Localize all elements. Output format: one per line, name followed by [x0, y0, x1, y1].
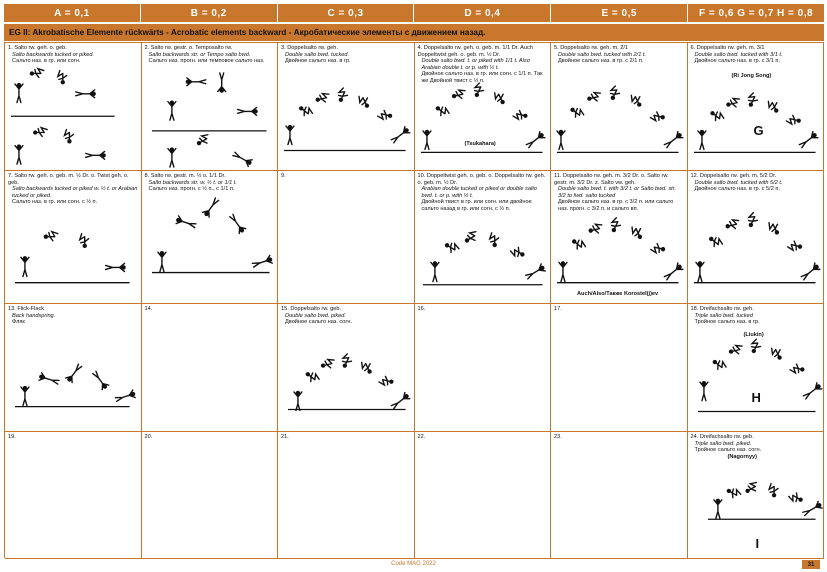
english-text: Double salto bwd. tucked with 5/2 t. — [694, 179, 783, 186]
element-cell-4 — [415, 43, 552, 171]
gymnast-figure — [570, 236, 587, 252]
gymnast-figure — [21, 256, 29, 277]
element-cell-17 — [551, 304, 688, 432]
gymnast-figure — [174, 216, 196, 230]
element-cell-16 — [415, 304, 552, 432]
gymnast-figure — [800, 262, 821, 281]
gymnast-figure — [785, 114, 801, 126]
gymnast-figure — [492, 90, 506, 106]
gymnast-figure — [76, 90, 96, 98]
element-description — [418, 434, 548, 441]
element-description — [281, 306, 411, 326]
element-description — [691, 434, 821, 454]
gymnast-figure — [450, 89, 466, 101]
element-cell-3 — [278, 43, 415, 171]
gymnast-figure — [471, 82, 485, 98]
gymnast-figure — [766, 98, 780, 114]
gymnast-figure — [697, 130, 705, 150]
gymnast-figure — [231, 150, 252, 167]
gymnast-figure — [377, 109, 393, 121]
element-description — [145, 173, 275, 193]
russian-text: Сальто наз. в гр. или согн. с ½ п. — [12, 199, 98, 206]
gymnast-figure — [194, 133, 211, 148]
german-text: 20. — [144, 434, 153, 440]
gymnast-figure — [237, 107, 257, 115]
gymnast-figure — [787, 240, 803, 252]
gymnast-figure — [586, 91, 602, 103]
elements-table — [4, 42, 824, 558]
element-cell-19 — [5, 432, 142, 559]
gymnast-figure — [727, 344, 743, 356]
english-text: Triple salto bwd. piked. — [694, 440, 752, 447]
german-text: 13. Flick-Flack — [8, 306, 45, 312]
gymnast-figure — [65, 363, 83, 384]
gymnast-figure — [802, 382, 823, 400]
russian-text: Тройное сальто наз. согн. — [694, 447, 762, 454]
gymnast-figure — [525, 131, 546, 149]
page-number: 31 — [802, 560, 820, 569]
english-text: Salto backwards str. w. ½ t. or 1/1 t. — [148, 179, 237, 186]
element-description — [281, 45, 411, 65]
english-text: Salto backwards tucked or piked w. ½ t. or Arabian tucked or piked. — [12, 186, 138, 199]
gymnast-figure — [443, 240, 460, 255]
german-text: 6. Doppelsalto rw. geh. m. 3/1 — [690, 45, 765, 51]
element-description — [418, 173, 548, 213]
gymnast-figure — [769, 484, 778, 498]
german-text: Doppeltwist geh. o. geb. m. ½ Dr. — [417, 51, 501, 58]
gymnast-figure — [512, 109, 528, 121]
element-cell-13 — [5, 304, 142, 432]
element-cell-8 — [142, 171, 279, 304]
element-cell-11 — [551, 171, 688, 304]
russian-text: Фляк — [12, 319, 25, 326]
element-cell-18 — [688, 304, 825, 432]
element-description — [145, 45, 275, 65]
russian-text: Сальто наз. прогн. с ½ п., с 1/1 п. — [148, 186, 235, 193]
gymnast-figure — [217, 73, 225, 93]
gymnast-figure — [630, 224, 644, 241]
gymnast-figure — [708, 108, 725, 124]
element-description — [418, 306, 548, 313]
gymnast-figure — [710, 357, 727, 373]
element-group-title: EG II: Akrobatische Elemente rückwärts - Acrobatic elements backward - Акробатические элементы с движением назад. — [4, 24, 824, 41]
difficulty-header — [4, 4, 824, 22]
gymnast-figure — [315, 92, 331, 104]
gymnast-figure — [724, 219, 740, 231]
german-text: 11. Doppelsalto rw. geh. m. 3/2 Dr. o. Salto rw. gestr. m. 3/2 Dr. z. Salto vw. geh. — [554, 173, 669, 186]
gymnast-figure — [33, 128, 47, 137]
german-text: 15. Doppelsalto rw. geb. — [281, 306, 342, 312]
gymnast-figure — [320, 358, 336, 370]
element-cell-21 — [278, 432, 415, 559]
gymnast-figure — [699, 381, 707, 401]
russian-text: Двойной твист в гр. или согн. или двойное сальто назад в гр. или согн. с ½ п. — [421, 199, 532, 212]
russian-text: Двойное сальто наз. в гр. с 5/2 п. — [694, 186, 780, 193]
gymnast-figure — [650, 243, 666, 255]
german-text: 2. Salto rw. gestr. o. Temposalto rw. — [144, 45, 233, 51]
german-text: 10. Doppeltwist geh. o. geb. o. Doppelsalto rw. geh. o. geb. m. ½ Dr. — [417, 173, 546, 186]
gymnast-figure — [524, 263, 545, 280]
german-text: 18. Dreifachsalto rw. geh. — [690, 306, 754, 312]
german-text: 14. — [144, 306, 153, 312]
gymnast-figure — [724, 486, 741, 500]
gymnast-figure — [695, 261, 703, 282]
english-text: Salto backwards str. or Tempo salto bwd. — [148, 51, 251, 58]
gymnast-figure — [608, 217, 622, 234]
element-cell-5 — [551, 43, 688, 171]
russian-text: Двойное сальто наз. в гр. с 2/1 п. — [558, 58, 644, 65]
gymnast-figure — [745, 92, 759, 108]
gymnast-figure — [15, 83, 23, 103]
gymnast-figure — [559, 261, 567, 282]
german-text: 4. Doppelsalto rw. geh. o. geb. m. 1/1 Dr. Auch — [417, 45, 533, 51]
gymnast-figure — [568, 105, 585, 121]
column-header-d: D = 0,4 — [414, 4, 551, 22]
english-text: Arabian double tucked or piked or double salto bwd. t. or p. with ½ t. — [421, 186, 537, 199]
gymnast-figure — [390, 392, 411, 410]
element-cell-9 — [278, 171, 415, 304]
english-text: Double salto bwd. t. or piked with 1/1 t. Also — [421, 58, 530, 65]
gymnast-figure — [106, 263, 126, 271]
gymnast-figure — [607, 85, 621, 101]
gymnast-figure — [15, 144, 23, 164]
english-text: Arabian double t. or p. with ½ t. — [421, 64, 499, 71]
difficulty-value-letter: I — [755, 536, 760, 551]
german-text: 24. Dreifachsalto rw. geb. — [690, 434, 754, 440]
element-description — [8, 434, 138, 441]
gymnast-figure — [44, 232, 58, 241]
gymnast-figure — [787, 490, 804, 504]
gymnast-name-label: (Tsukahara) — [464, 141, 496, 147]
english-text: Double salto bwd. t. with 3/2 t. or Salto bwd. str. 3/2 to fwd. salto tucked — [558, 186, 676, 199]
german-text: 5. Doppelsalto rw. geh. m. 2/1 — [554, 45, 629, 51]
footer-code: Code MAG 2022 — [391, 561, 436, 567]
german-text: 23. — [554, 434, 562, 440]
gymnast-figure — [80, 234, 89, 248]
gymnast-figure — [713, 499, 721, 519]
element-cell-23 — [551, 432, 688, 559]
gymnast-figure — [630, 92, 644, 108]
gymnast-figure — [91, 370, 109, 391]
column-header-a: A = 0,1 — [4, 4, 141, 22]
german-text: 17. — [554, 306, 562, 312]
gymnast-figure — [379, 375, 395, 387]
element-cell-22 — [415, 432, 552, 559]
gymnast-figure — [707, 234, 724, 250]
element-description — [145, 434, 275, 441]
gymnast-figure — [228, 213, 246, 234]
gymnast-name-label: Auch/Also/Также Korostel(j)ev — [577, 291, 659, 297]
gymnast-figure — [489, 233, 498, 247]
gymnast-figure — [297, 103, 314, 119]
element-description — [691, 45, 821, 65]
element-cell-1 — [5, 43, 142, 171]
gymnast-figure — [663, 131, 684, 149]
difficulty-value-letter: G — [753, 123, 764, 138]
german-text: 19. — [8, 434, 16, 440]
element-description — [691, 306, 821, 326]
gymnast-figure — [430, 261, 438, 282]
element-cell-15 — [278, 304, 415, 432]
russian-text: Двойное сальто наз. в гр. — [285, 58, 351, 65]
english-text: Triple salto bwd. tucked — [694, 312, 753, 319]
gymnast-name-label: (Nagornyy) — [727, 454, 758, 460]
column-header-fgh: F = 0,6 G = 0,7 H = 0,8 — [688, 4, 824, 22]
element-cell-6 — [688, 43, 825, 171]
russian-text: Двойное сальто наз. в гр. с 3/1 п. — [694, 58, 780, 65]
german-text: 3. Doppelsalto rw. geh. — [281, 45, 338, 51]
element-cell-7 — [5, 171, 142, 304]
element-description — [554, 173, 684, 213]
russian-text: Сальто наз. прогн. или темповое сальто наз. — [148, 58, 265, 65]
gymnast-figure — [167, 100, 175, 120]
element-description — [145, 306, 275, 313]
element-description — [8, 173, 138, 206]
gymnast-figure — [357, 93, 371, 109]
gymnast-figure — [557, 130, 565, 150]
german-text: 16. — [417, 306, 426, 312]
russian-text: же Двойной твист с ½ п. — [421, 77, 485, 84]
russian-text: Тройное сальто наз. в гр. — [694, 319, 760, 326]
element-cell-10 — [415, 171, 552, 304]
gymnast-figure — [433, 103, 450, 119]
element-cell-12 — [688, 171, 825, 304]
difficulty-value-letter: H — [751, 390, 761, 405]
element-description — [554, 306, 684, 313]
column-header-e: E = 0,5 — [551, 4, 688, 22]
gymnast-figure — [769, 345, 783, 361]
gymnast-figure — [462, 230, 479, 245]
gymnast-figure — [294, 391, 302, 411]
gymnast-figure — [304, 369, 321, 385]
german-text: 12. Doppelsalto rw. geh. m. 5/2 Dr. — [690, 173, 777, 179]
column-header-c: C = 0,3 — [278, 4, 415, 22]
gymnast-name-label: (Ri Jong Song) — [731, 73, 772, 79]
gymnast-figure — [251, 255, 273, 269]
gymnast-figure — [789, 363, 805, 375]
gymnast-figure — [339, 353, 353, 369]
element-description — [281, 434, 411, 441]
german-text: 22. — [417, 434, 426, 440]
gymnast-figure — [745, 212, 759, 229]
gymnast-figure — [286, 125, 294, 145]
element-cell-14 — [142, 304, 279, 432]
element-description — [554, 45, 684, 65]
gymnast-figure — [115, 390, 137, 404]
russian-text: Двойное сальто наз. согн. — [285, 319, 353, 326]
gymnast-figure — [725, 97, 741, 109]
gymnast-figure — [650, 111, 666, 123]
german-text: 1. Salto rw. geh. o. geb. — [8, 45, 67, 51]
gymnast-figure — [360, 359, 374, 375]
gymnast-figure — [30, 69, 44, 78]
element-description — [554, 434, 684, 441]
gymnast-figure — [801, 501, 822, 518]
gymnast-figure — [422, 130, 430, 150]
element-description — [8, 306, 138, 326]
english-text: Back handspring. — [12, 312, 56, 319]
russian-text: Сальто наз. в гр. или согн. — [12, 58, 81, 65]
german-text: 7. Salto rw. geh. o. geb. m. ½ Dr. o. Twist geh. o. geb. — [8, 173, 129, 186]
element-cell-20 — [142, 432, 279, 559]
gymnast-figure — [390, 126, 411, 144]
element-cell-24 — [688, 432, 825, 559]
gymnast-figure — [767, 220, 781, 237]
gymnast-figure — [588, 223, 604, 235]
german-text: 8. Salto rw. gestr. m. ½ o. 1/1 Dr. — [144, 173, 226, 179]
column-header-b: B = 0,2 — [141, 4, 278, 22]
element-description — [281, 173, 411, 180]
gymnast-figure — [335, 87, 349, 103]
gymnast-figure — [167, 147, 175, 167]
element-description — [691, 173, 821, 193]
element-description — [418, 45, 548, 85]
english-text: Double salto bwd. tucked with 2/1 t. — [558, 51, 646, 58]
german-text: 21. — [281, 434, 289, 440]
gymnast-figure — [86, 151, 106, 159]
german-text: 9. — [281, 173, 286, 179]
gymnast-figure — [509, 245, 526, 260]
gymnast-figure — [743, 481, 760, 495]
element-cell-2 — [142, 43, 279, 171]
gymnast-name-label: (Liukin) — [743, 332, 764, 338]
russian-text: Двойное сальто наз. в гр. с 3/2 п. или сальто наз. прогн. с 3/2 п. и сальто вп. — [558, 199, 674, 212]
gymnast-figure — [58, 71, 67, 85]
gymnast-figure — [185, 78, 205, 86]
gymnast-figure — [64, 130, 73, 144]
gymnast-figure — [798, 131, 819, 149]
russian-text: Двойное сальто наз. в гр. или согн. с 1/1 п. Так — [421, 71, 543, 78]
english-text: Salto backwards tucked or piked. — [12, 51, 95, 58]
english-text: Double salto bwd. tucked with 3/1 t. — [694, 51, 783, 58]
element-description — [8, 45, 138, 65]
gymnast-figure — [748, 338, 762, 354]
english-text: Double salto bwd. piked. — [285, 312, 346, 319]
english-text: Double salto bwd. tucked. — [285, 51, 350, 58]
gymnast-figure — [157, 251, 165, 272]
gymnast-figure — [38, 372, 60, 386]
gymnast-figure — [201, 197, 219, 218]
gymnast-figure — [21, 386, 29, 406]
gymnast-figure — [663, 262, 684, 281]
